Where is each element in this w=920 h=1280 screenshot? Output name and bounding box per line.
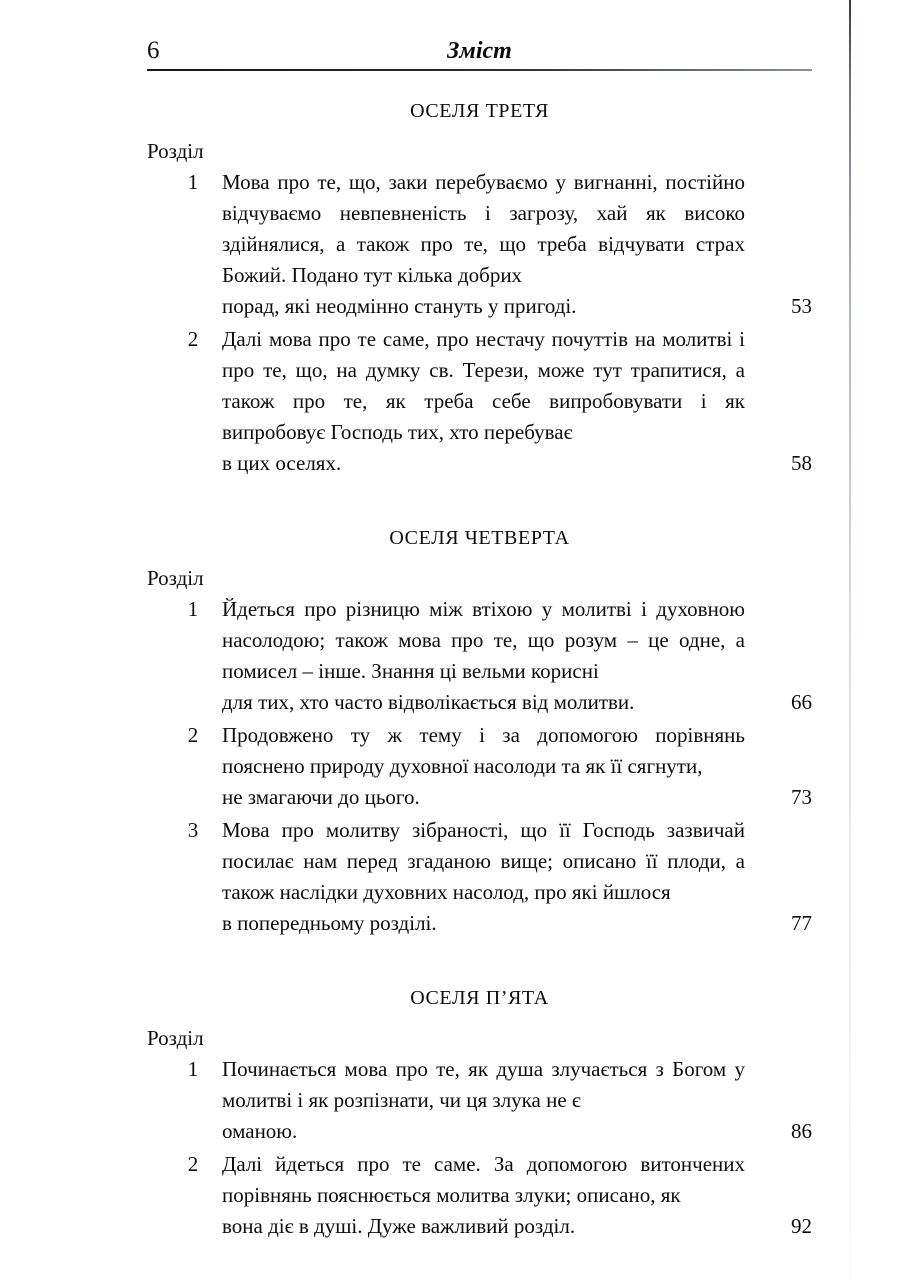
toc-entry-text-main: Далі мова про те саме, про нестачу почуттів на молитві і про те, що, на думку св. Терези, може тут трапитися, а також про те, як треба себе випробовувати і як випробовує Господь тих, хто перебуває bbox=[222, 327, 745, 444]
toc-entry-text-main: Мова про те, що, заки перебуваємо у вигнанні, постійно відчуваємо невпевненість і загрозу, хай як високо здійнялися, а також про те, що треба відчувати страх Божий. Подано тут кілька добрих bbox=[222, 170, 745, 287]
section-heading: ОСЕЛЯ ЧЕТВЕРТА bbox=[389, 527, 570, 549]
toc-entry[interactable] bbox=[147, 324, 812, 479]
toc-section bbox=[147, 525, 812, 939]
toc-entry-page-number[interactable]: 58 bbox=[791, 451, 812, 475]
toc-entry-number: 2 bbox=[187, 1152, 199, 1176]
toc-entry-text bbox=[222, 815, 745, 939]
toc-entry-text bbox=[222, 594, 745, 718]
toc-entry-text-main: Продовжено ту ж тему і за допомогою порівнянь пояснено природу духовної насолоди та як її сягнути, bbox=[222, 723, 745, 778]
toc-entry-text-lastline: порад, які неодмінно стануть у пригоді. bbox=[222, 294, 577, 318]
section-heading: ОСЕЛЯ П’ЯТА bbox=[410, 987, 549, 1009]
toc-entry[interactable] bbox=[147, 1149, 812, 1242]
section-heading: ОСЕЛЯ ТРЕТЯ bbox=[410, 100, 549, 122]
toc-entry-number: 2 bbox=[187, 723, 199, 747]
toc-entry-text-lastline: вона діє в душі. Дуже важливий розділ. bbox=[222, 1214, 576, 1238]
toc-entry[interactable] bbox=[147, 167, 812, 322]
toc-entry-text-lastline: в попередньому розділі. bbox=[222, 911, 437, 935]
toc-entry-text bbox=[222, 167, 745, 322]
toc-entry-text-main: Починається мова про те, як душа злучається з Богом у молитві і як розпізнати, чи ця злука не є bbox=[222, 1057, 745, 1112]
toc-entry-page-number[interactable]: 53 bbox=[791, 294, 812, 318]
toc-entry-text-main: Далі йдеться про те саме. За допомогою витончених порівнянь пояснюється молитва злуки; описано, як bbox=[222, 1152, 745, 1207]
running-head-title: Зміст bbox=[447, 38, 512, 64]
toc-entry-text bbox=[222, 720, 745, 813]
toc-entry-text-lastline: оманою. bbox=[222, 1119, 298, 1143]
toc-entry-page-number[interactable]: 77 bbox=[791, 911, 812, 935]
toc-entry-text-lastline: не змагаючи до цього. bbox=[222, 785, 420, 809]
toc-entry-number: 3 bbox=[187, 818, 199, 842]
toc-entry-text-lastline: в цих оселях. bbox=[222, 451, 342, 475]
toc-content bbox=[147, 86, 812, 1242]
toc-entry[interactable] bbox=[147, 1054, 812, 1147]
toc-entry-text-lastline: для тих, хто часто відволікається від молитви. bbox=[222, 690, 635, 714]
toc-section bbox=[147, 98, 812, 479]
header-rule bbox=[147, 69, 812, 71]
toc-entry-page-number[interactable]: 86 bbox=[791, 1119, 812, 1143]
toc-entry-text-main: Йдеться про різницю між втіхою у молитві і духовною насолодою; також мова про те, що розум – це одне, а помисел – інше. Знання ці вельми корисні bbox=[222, 597, 745, 683]
chapter-column-label: Розділ bbox=[147, 139, 204, 163]
toc-entry-page-number[interactable]: 66 bbox=[791, 690, 812, 714]
toc-entry-number: 2 bbox=[187, 327, 199, 351]
toc-entry-number: 1 bbox=[187, 597, 199, 621]
chapter-column-label: Розділ bbox=[147, 566, 204, 590]
toc-entry[interactable] bbox=[147, 815, 812, 939]
toc-entry-page-number[interactable]: 73 bbox=[791, 785, 812, 809]
toc-entry[interactable] bbox=[147, 720, 812, 813]
page-folio-number: 6 bbox=[147, 37, 160, 64]
toc-entry-text bbox=[222, 1054, 745, 1147]
running-head bbox=[147, 36, 812, 70]
toc-entry-number: 1 bbox=[187, 170, 199, 194]
toc-entry-text bbox=[222, 1149, 745, 1242]
toc-entry-text-main: Мова про молитву зібраності, що її Господь зазвичай посилає нам перед згаданою вище; описано її плоди, а також наслідки духовних насолод, про які йшлося bbox=[222, 818, 745, 904]
scan-gutter-edge bbox=[849, 0, 851, 1280]
toc-entry-text bbox=[222, 324, 745, 479]
toc-section bbox=[147, 985, 812, 1242]
chapter-column-label: Розділ bbox=[147, 1026, 204, 1050]
toc-entry[interactable] bbox=[147, 594, 812, 718]
toc-entry-page-number[interactable]: 92 bbox=[791, 1214, 812, 1238]
toc-entry-number: 1 bbox=[187, 1057, 199, 1081]
